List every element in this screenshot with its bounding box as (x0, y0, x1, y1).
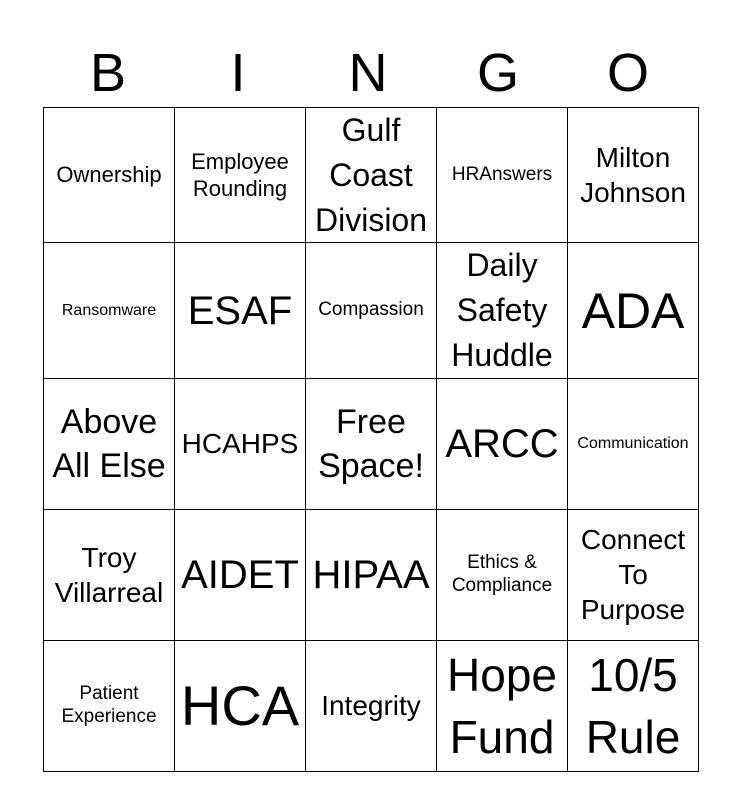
header-letter-i: I (230, 43, 246, 103)
bingo-cell[interactable]: Employee Rounding (175, 108, 306, 243)
bingo-cell[interactable]: HIPAA (306, 509, 437, 640)
bingo-cell[interactable]: Integrity (306, 640, 437, 771)
board-row (44, 509, 699, 640)
bingo-cell[interactable]: Ownership (44, 108, 175, 243)
bingo-cell[interactable]: Compassion (306, 243, 437, 378)
header-letter-g: G (476, 43, 519, 103)
bingo-cell[interactable]: HCAHPS (175, 378, 306, 509)
bingo-cell[interactable]: 10/5 Rule (568, 640, 699, 771)
bingo-cell[interactable]: ESAF (175, 243, 306, 378)
header-letter-b: B (89, 43, 127, 103)
bingo-cell[interactable]: Daily Safety Huddle (437, 243, 568, 378)
bingo-header (43, 38, 693, 108)
board-row (44, 640, 699, 771)
header-letter-n: N (348, 43, 388, 103)
header-letter-o: O (606, 43, 649, 103)
bingo-cell[interactable]: ADA (568, 243, 699, 378)
bingo-cell[interactable]: Free Space! (306, 378, 437, 509)
bingo-cell[interactable]: Connect To Purpose (568, 509, 699, 640)
bingo-cell[interactable]: AIDET (175, 509, 306, 640)
bingo-cell[interactable]: Communication (568, 378, 699, 509)
bingo-cell[interactable]: Ransomware (44, 243, 175, 378)
board-row (44, 108, 699, 243)
bingo-cell[interactable]: Above All Else (44, 378, 175, 509)
bingo-cell[interactable]: HCA (175, 640, 306, 771)
bingo-cell[interactable]: HRAnswers (437, 108, 568, 243)
bingo-cell[interactable]: Patient Experience (44, 640, 175, 771)
bingo-cell[interactable]: Ethics & Compliance (437, 509, 568, 640)
bingo-cell[interactable]: Troy Villarreal (44, 509, 175, 640)
bingo-cell[interactable]: ARCC (437, 378, 568, 509)
board-row (44, 378, 699, 509)
bingo-cell[interactable]: Gulf Coast Division (306, 108, 437, 243)
bingo-board (43, 107, 699, 772)
bingo-cell[interactable]: Hope Fund (437, 640, 568, 771)
bingo-cell[interactable]: Milton Johnson (568, 108, 699, 243)
board-row (44, 243, 699, 378)
